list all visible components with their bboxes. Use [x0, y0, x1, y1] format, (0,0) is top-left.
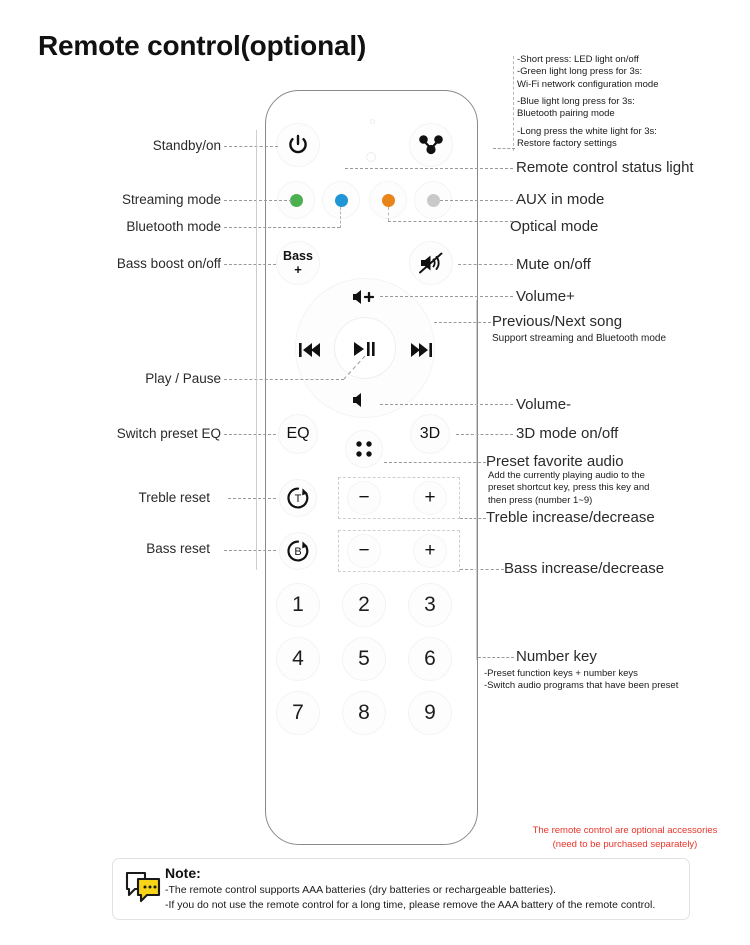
eq-button[interactable] — [278, 414, 318, 454]
numpad-label: 9 — [424, 701, 436, 724]
label-aux-in-mode: AUX in mode — [516, 191, 605, 208]
treble-increase-button[interactable] — [413, 481, 447, 515]
leader-status-light — [345, 168, 513, 169]
numpad-key-9[interactable] — [408, 691, 452, 735]
note-text — [165, 865, 677, 913]
label-mute-on-off: Mute on/off — [516, 256, 591, 273]
numpad-key-4[interactable] — [276, 637, 320, 681]
bass-increase-button[interactable] — [413, 534, 447, 568]
four-dots-icon — [353, 438, 375, 460]
leader-volume-down — [380, 404, 513, 405]
detail-line: Add the currently playing audio to the — [488, 470, 645, 481]
label-streaming-mode: Streaming mode — [121, 192, 221, 207]
leader-play-pause-diag — [344, 356, 366, 380]
volume-up-icon — [352, 289, 378, 305]
note-title: Note: — [165, 865, 201, 882]
leader-bass-boost — [224, 264, 276, 265]
volume-up-button[interactable] — [349, 287, 381, 307]
leader-prev-next — [434, 322, 491, 323]
leader-bluetooth-v — [340, 207, 341, 228]
bass-boost-button[interactable] — [276, 241, 320, 285]
numpad-key-1[interactable] — [276, 583, 320, 627]
label-volume-up: Volume+ — [516, 288, 575, 305]
volume-down-button[interactable] — [349, 390, 381, 410]
leader-eq — [224, 434, 276, 435]
treble-decrease-button[interactable] — [347, 481, 381, 515]
speech-bubble-icon — [125, 869, 163, 905]
leader-play-pause-h — [224, 379, 344, 380]
previous-track-icon — [299, 342, 321, 358]
label-play-pause: Play / Pause — [145, 371, 221, 386]
mode-3d-label: 3D — [419, 425, 441, 442]
label-previous-next-song: Previous/Next song — [492, 313, 623, 330]
leader-status-detail-v — [513, 56, 514, 151]
numpad-key-6[interactable] — [408, 637, 452, 681]
status-light-icon — [418, 134, 444, 156]
label-number-key: Number key — [516, 648, 597, 665]
optional-accessory-disclaimer — [500, 824, 750, 852]
next-track-button[interactable] — [407, 338, 435, 362]
disclaimer-line: (need to be purchased separately) — [552, 838, 698, 850]
bass-plus-label: + — [424, 540, 436, 561]
bass-boost-label: Bass + — [283, 248, 313, 278]
leader-aux-v — [388, 207, 389, 221]
aux-led-icon — [382, 194, 395, 207]
bass-reset-icon — [286, 539, 310, 563]
numpad-key-8[interactable] — [342, 691, 386, 735]
label-status-light: Remote control status light — [516, 159, 694, 176]
detail-line: -Long press the white light for 3s: — [517, 125, 657, 137]
label-bass-reset: Bass reset — [146, 541, 210, 556]
previous-track-button[interactable] — [296, 338, 324, 362]
preset-favorite-button[interactable] — [345, 430, 383, 468]
label-standby-on: Standby/on — [152, 138, 221, 153]
numpad-label: 4 — [292, 647, 304, 670]
label-volume-down: Volume- — [516, 396, 572, 413]
leader-treble-reset — [228, 498, 276, 499]
power-button[interactable] — [276, 123, 320, 167]
label-previous-next-sub: Support streaming and Bluetooth mode — [492, 333, 666, 344]
note-box — [112, 858, 690, 920]
detail-line: then press (number 1~9) — [488, 494, 593, 506]
mode-3d-button[interactable] — [410, 414, 450, 454]
numpad-label: 8 — [358, 701, 370, 724]
detail-line: Bluetooth pairing mode — [517, 108, 615, 120]
numpad-label: 5 — [358, 647, 370, 670]
leader-treble-inc-dec — [460, 518, 486, 519]
bass-minus-label: − — [358, 540, 370, 561]
numpad-label: 7 — [292, 701, 304, 724]
optical-led-icon — [427, 194, 440, 207]
detail-line: preset shortcut key, press this key and — [488, 482, 650, 494]
left-guide-line — [256, 130, 257, 570]
label-bluetooth-mode: Bluetooth mode — [126, 219, 221, 234]
leader-3d — [456, 434, 513, 435]
detail-line: -Switch audio programs that have been preset — [484, 680, 679, 692]
label-optical-mode: Optical mode — [510, 218, 599, 235]
label-preset-favorite-sub — [488, 470, 649, 507]
leader-number-key — [478, 657, 514, 658]
treble-plus-label: + — [424, 487, 436, 508]
detail-line: -Short press: LED light on/off — [517, 54, 639, 65]
label-treble-reset: Treble reset — [138, 490, 210, 505]
leader-bluetooth-h — [224, 227, 340, 228]
leader-volume-up — [380, 296, 513, 297]
status-light-detail — [517, 54, 747, 150]
leader-status-detail-h — [493, 148, 515, 149]
numpad-key-5[interactable] — [342, 637, 386, 681]
leader-aux-h2 — [388, 221, 513, 222]
page-title: Remote control(optional) — [38, 30, 367, 61]
detail-line: Restore factory settings — [517, 138, 617, 150]
numpad-label: 3 — [424, 593, 436, 616]
svg-text:T: T — [294, 493, 302, 506]
next-track-icon — [410, 342, 432, 358]
label-3d-mode: 3D mode on/off — [516, 425, 619, 442]
treble-reset-button[interactable] — [279, 479, 317, 517]
label-number-key-sub — [484, 668, 678, 693]
leader-preset-favorite — [384, 462, 486, 463]
numpad-key-3[interactable] — [408, 583, 452, 627]
note-line: -If you do not use the remote control for a long time, please remove the AAA battery of the remote control. — [165, 899, 656, 911]
leader-bass-inc-dec — [460, 569, 504, 570]
detail-line: -Preset function keys + number keys — [484, 668, 638, 679]
leader-aux-h — [440, 200, 513, 201]
play-pause-icon — [353, 341, 377, 357]
label-preset-favorite: Preset favorite audio — [486, 453, 624, 470]
mute-button[interactable] — [409, 241, 453, 285]
numpad-key-2[interactable] — [342, 583, 386, 627]
numpad-label: 6 — [424, 647, 436, 670]
leader-mute — [458, 264, 513, 265]
leader-bass-reset — [224, 550, 276, 551]
bluetooth-led-icon — [335, 194, 348, 207]
numpad-key-7[interactable] — [276, 691, 320, 735]
label-bass-inc-dec: Bass increase/decrease — [504, 560, 665, 577]
note-line: -The remote control supports AAA batteries (dry batteries or rechargeable batteries). — [165, 884, 557, 897]
note-icon-wrap — [125, 869, 165, 910]
bass-decrease-button[interactable] — [347, 534, 381, 568]
mute-icon — [418, 252, 444, 274]
mic-dot-icon — [366, 152, 376, 162]
svg-text:B: B — [294, 546, 302, 559]
detail-line: Wi-Fi network configuration mode — [517, 78, 659, 90]
volume-down-icon — [352, 392, 378, 408]
disclaimer-line: The remote control are optional accessories — [532, 825, 718, 836]
label-bass-boost: Bass boost on/off — [116, 256, 221, 271]
eq-label: EQ — [286, 425, 310, 442]
label-treble-inc-dec: Treble increase/decrease — [486, 509, 655, 526]
ir-dot-icon — [370, 119, 375, 124]
treble-minus-label: − — [358, 487, 370, 508]
numpad-label: 1 — [292, 593, 304, 616]
bluetooth-mode-button[interactable] — [322, 181, 360, 219]
leader-standby — [224, 146, 278, 147]
bass-reset-button[interactable] — [279, 532, 317, 570]
status-light-button[interactable] — [409, 123, 453, 167]
detail-line: -Green light long press for 3s: — [517, 66, 643, 78]
right-guide-line — [476, 300, 477, 660]
leader-streaming — [224, 200, 292, 201]
label-switch-preset-eq: Switch preset EQ — [116, 426, 221, 441]
numpad-label: 2 — [358, 593, 370, 616]
detail-line: -Blue light long press for 3s: — [517, 96, 635, 108]
power-icon — [286, 133, 310, 157]
treble-reset-icon — [286, 486, 310, 510]
